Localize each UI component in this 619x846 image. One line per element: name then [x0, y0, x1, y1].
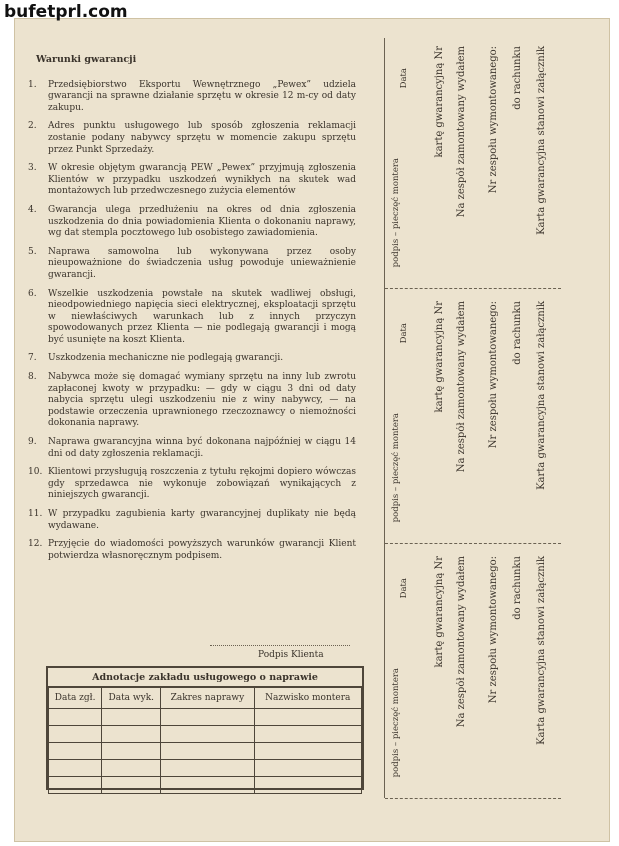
table-cell	[254, 760, 362, 777]
coupon-date: Data	[399, 323, 409, 344]
warranty-item-text: Naprawa samowolna lub wykonywana przez osoby nieupoważnione do świadczenia usług powoduje unieważnienie gwarancji.	[48, 246, 356, 280]
warranty-item-number: 11.	[28, 509, 43, 519]
signature-line	[210, 645, 350, 646]
col-done-date: Data wyk.	[102, 688, 161, 709]
coupon-date: Data	[399, 68, 409, 89]
warranty-item-text: W okresie objętym gwarancją PEW „Pewex” przyjmują zgłoszenia Klientów w przypadku uszkodzeń wynikłych na skutek wad montażowych lub przedwczesnego zużycia elementów	[48, 163, 356, 197]
warranty-item-text: W przypadku zagubienia karty gwarancyjnej duplikaty nie będą wydawane.	[48, 509, 356, 531]
warranty-item-text: Przyjęcie do wiadomości powyższych warunków gwarancji Klient potwierdza własnoręcznym podpisem.	[48, 539, 356, 561]
warranty-item-text: Naprawa gwarancyjna winna być dokonana najpóźniej w ciągu 14 dni od daty zgłoszenia reklamacji.	[48, 437, 356, 459]
table-cell	[254, 709, 362, 726]
warranty-item-text: Nabywca może się domagać wymiany sprzętu na inny lub zwrotu zapłaconej kwoty w przypadku: — gdy w ciągu 3 dni od daty nabycia sprzętu ulegi uszkodzeniu nie z winy nabywcy, — na podstawie orzeczenia uprawnionego rzeczoznawcy o niemożności dokonania naprawy.	[48, 372, 356, 429]
warranty-item-number: 12.	[28, 539, 43, 550]
warranty-item	[28, 509, 356, 532]
warranty-item	[28, 289, 356, 347]
warranty-item	[28, 437, 356, 460]
coupon-stamp: podpis – pieczęć montera	[391, 158, 401, 268]
warranty-item-number: 5.	[28, 246, 37, 257]
col-technician: Nazwisko montera	[254, 688, 362, 709]
coupon-line2: do rachunku	[512, 556, 523, 620]
warranty-conditions	[28, 38, 356, 569]
table-cell	[102, 760, 161, 777]
table-cell	[161, 726, 254, 743]
table-cell	[254, 777, 362, 794]
table-cell	[49, 743, 102, 760]
coupon-line5: kartę gwarancyjną Nr	[434, 46, 445, 158]
coupon-line3: Nr zespołu wymontowanego:	[488, 46, 499, 194]
coupon-stamp: podpis – pieczęć montera	[391, 413, 401, 523]
table-cell	[49, 726, 102, 743]
table-cell	[161, 743, 254, 760]
coupon-line5: kartę gwarancyjną Nr	[434, 556, 445, 668]
table-cell	[161, 777, 254, 794]
warranty-coupon	[385, 293, 561, 544]
col-repair-scope: Zakres naprawy	[161, 688, 254, 709]
watermark: bufetprl.com	[4, 2, 128, 22]
warranty-items	[28, 80, 356, 563]
warranty-item	[28, 353, 356, 365]
warranty-item-number: 8.	[28, 372, 37, 383]
warranty-item-text: Uszkodzenia mechaniczne nie podlegają gwarancji.	[48, 353, 284, 364]
coupon-line1: Karta gwarancyjna stanowi załącznik	[536, 556, 547, 745]
table-cell	[161, 760, 254, 777]
warranty-item-number: 10.	[28, 467, 43, 478]
warranty-item-text: Przedsiębiorstwo Eksportu Wewnętrznego „Pewex” udziela gwarancji na sprawne działanie sprzętu w okresie 12 m-cy od daty zakupu.	[48, 79, 356, 113]
warranty-item-text: Klientowi przysługują roszczenia z tytułu rękojmi dopiero wówczas gdy sprzedawca nie wykonuje zobowiązań wynikających z niniejszych gwarancji.	[48, 467, 356, 501]
table-cell	[161, 709, 254, 726]
warranty-heading: Warunki gwarancji	[36, 54, 137, 65]
warranty-coupon	[385, 38, 561, 289]
table-cell	[102, 777, 161, 794]
coupon-line3: Nr zespołu wymontowanego:	[488, 301, 499, 449]
warranty-item	[28, 467, 356, 502]
coupon-line2: do rachunku	[512, 301, 523, 365]
table-row	[49, 743, 362, 760]
warranty-item-number: 7.	[28, 353, 37, 364]
table-cell	[254, 743, 362, 760]
warranty-item	[28, 539, 356, 562]
coupon-line4: Na zespół zamontowany wydałem	[456, 301, 467, 473]
coupon-date: Data	[399, 578, 409, 599]
coupon-line4: Na zespół zamontowany wydałem	[456, 556, 467, 728]
coupon-line5: kartę gwarancyjną Nr	[434, 301, 445, 413]
col-report-date: Data zgł.	[49, 688, 102, 709]
table-cell	[102, 726, 161, 743]
warranty-item	[28, 247, 356, 282]
table-cell	[102, 709, 161, 726]
warranty-item	[28, 163, 356, 198]
coupon-column	[384, 38, 561, 798]
coupon-line1: Karta gwarancyjna stanowi załącznik	[536, 46, 547, 235]
warranty-item-number: 3.	[28, 163, 37, 174]
service-table-title: Adnotacje zakładu usługowego o naprawie	[48, 668, 362, 687]
warranty-item-text: Adres punktu usługowego lub sposób zgłoszenia reklamacji zostanie podany nabywcy sprzętu w momencie zakupu sprzętu przez Punkt Sprzedaży.	[48, 121, 356, 155]
coupon-line4: Na zespół zamontowany wydałem	[456, 46, 467, 218]
table-row	[49, 709, 362, 726]
warranty-item	[28, 372, 356, 430]
coupon-line2: do rachunku	[512, 46, 523, 110]
table-cell	[49, 709, 102, 726]
signature-label: Podpis Klienta	[258, 650, 324, 660]
table-cell	[49, 760, 102, 777]
table-row	[49, 777, 362, 794]
coupon-stamp: podpis – pieczęć montera	[391, 668, 401, 778]
coupon-line1: Karta gwarancyjna stanowi załącznik	[536, 301, 547, 490]
table-row	[49, 760, 362, 777]
table-cell	[49, 777, 102, 794]
warranty-item-number: 4.	[28, 204, 37, 215]
warranty-item-text: Wszelkie uszkodzenia powstałe na skutek wadliwej obsługi, nieodpowiedniego napięcia sieci elektrycznej, eksploatacji sprzętu w niewłaściwych warunkach lub z innych przyczyn spowodowanych przez Klienta — nie podlegają gwarancji i mogą być usunięte na koszt Klienta.	[48, 288, 356, 345]
table-cell	[102, 743, 161, 760]
warranty-item	[28, 80, 356, 115]
warranty-item-number: 1.	[28, 79, 37, 90]
coupon-line3: Nr zespołu wymontowanego:	[488, 556, 499, 704]
warranty-item-number: 6.	[28, 288, 37, 299]
table-row	[49, 726, 362, 743]
warranty-item	[28, 205, 356, 240]
warranty-item-number: 2.	[28, 121, 37, 132]
warranty-item-number: 9.	[28, 437, 37, 448]
warranty-item	[28, 121, 356, 156]
warranty-item-text: Gwarancja ulega przedłużeniu na okres od dnia zgłoszenia uszkodzenia do dnia powiadomienia Klienta o dokonaniu naprawy, wg dat stempla pocztowego lub osobistego zawiadomienia.	[48, 204, 356, 239]
table-cell	[254, 726, 362, 743]
service-notes-table	[46, 666, 364, 790]
warranty-coupon	[385, 548, 561, 799]
